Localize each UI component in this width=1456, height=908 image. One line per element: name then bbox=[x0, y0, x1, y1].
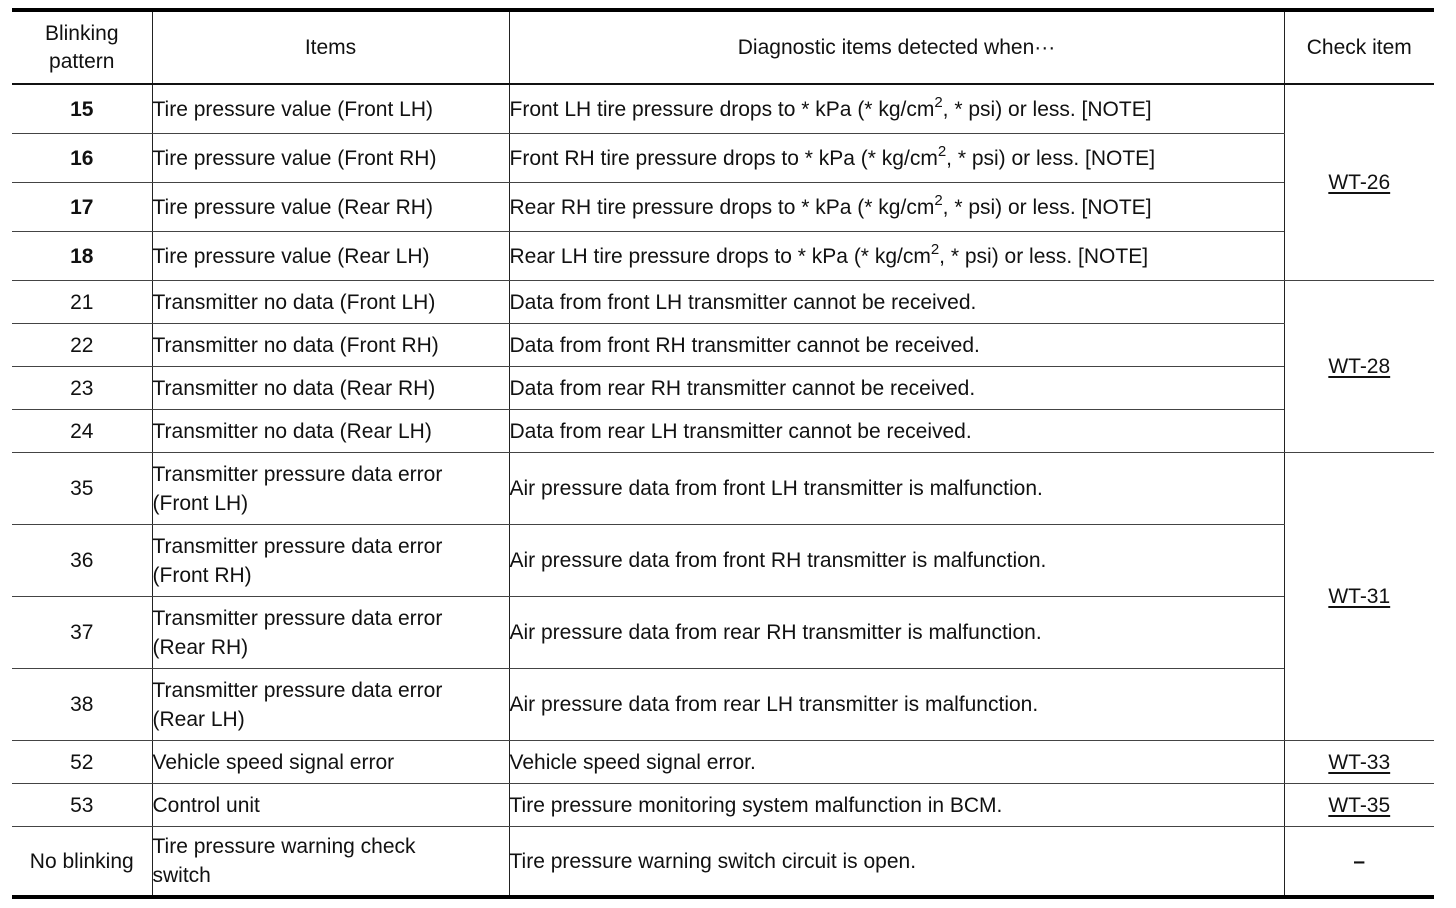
description-text: , * psi) or less. [NOTE] bbox=[946, 146, 1156, 170]
table-row bbox=[12, 741, 1434, 784]
description-cell: Data from rear LH transmitter cannot be received. bbox=[509, 410, 1284, 453]
header-diagnostic: Diagnostic items detected when··· bbox=[509, 10, 1284, 84]
table-row bbox=[12, 324, 1434, 367]
description-text: Rear RH tire pressure drops to * kPa (* kg/cm bbox=[509, 195, 935, 219]
item-cell: Transmitter no data (Rear RH) bbox=[152, 367, 509, 410]
header-pattern-line1: Blinking bbox=[44, 21, 119, 45]
item-cell: Transmitter no data (Front LH) bbox=[152, 281, 509, 324]
description-text: , * psi) or less. [NOTE] bbox=[942, 97, 1152, 121]
blinking-pattern-cell: 37 bbox=[12, 597, 152, 669]
blinking-pattern-cell: 38 bbox=[12, 669, 152, 741]
table-row bbox=[12, 827, 1434, 898]
item-line: switch bbox=[152, 864, 211, 887]
item-cell: Transmitter no data (Front RH) bbox=[152, 324, 509, 367]
description-text: Front LH tire pressure drops to * kPa (* kg/cm bbox=[509, 97, 935, 121]
description-cell bbox=[509, 183, 1284, 232]
table-row bbox=[12, 84, 1434, 134]
header-items: Items bbox=[152, 10, 509, 84]
table-row bbox=[12, 134, 1434, 183]
blinking-pattern-cell: 53 bbox=[12, 784, 152, 827]
blinking-pattern-cell: No blinking bbox=[12, 827, 152, 898]
item-cell: Transmitter no data (Rear LH) bbox=[152, 410, 509, 453]
item-line: (Front LH) bbox=[152, 491, 249, 515]
item-line: Transmitter pressure data error bbox=[152, 534, 443, 558]
table-row bbox=[12, 281, 1434, 324]
table-row bbox=[12, 525, 1434, 597]
description-cell: Air pressure data from rear RH transmitter is malfunction. bbox=[509, 597, 1284, 669]
item-cell bbox=[152, 453, 509, 525]
item-cell: Control unit bbox=[152, 784, 509, 827]
item-cell: Tire pressure value (Front RH) bbox=[152, 134, 509, 183]
description-cell: Air pressure data from front RH transmitter is malfunction. bbox=[509, 525, 1284, 597]
table-row bbox=[12, 183, 1434, 232]
item-cell: Tire pressure value (Rear LH) bbox=[152, 232, 509, 281]
check-item-cell bbox=[1284, 827, 1434, 898]
item-line: (Front RH) bbox=[152, 563, 252, 587]
item-cell bbox=[152, 827, 509, 898]
header-check-item: Check item bbox=[1284, 10, 1434, 84]
description-cell: Air pressure data from front LH transmitter is malfunction. bbox=[509, 453, 1284, 525]
blinking-pattern-cell: 22 bbox=[12, 324, 152, 367]
superscript: 2 bbox=[934, 191, 943, 209]
item-cell: Tire pressure value (Front LH) bbox=[152, 84, 509, 134]
item-line: Transmitter pressure data error bbox=[152, 678, 443, 702]
blinking-pattern-cell: 15 bbox=[12, 84, 152, 134]
check-item-link-wt-28[interactable]: WT-28 bbox=[1328, 355, 1391, 378]
blinking-pattern-cell: 36 bbox=[12, 525, 152, 597]
superscript: 2 bbox=[930, 240, 940, 258]
item-cell bbox=[152, 597, 509, 669]
item-cell bbox=[152, 669, 509, 741]
header-blinking-pattern bbox=[12, 10, 152, 84]
description-cell: Tire pressure monitoring system malfunction in BCM. bbox=[509, 784, 1284, 827]
table-row bbox=[12, 597, 1434, 669]
diagnostic-table bbox=[12, 8, 1434, 899]
item-cell: Tire pressure value (Rear RH) bbox=[152, 183, 509, 232]
description-cell: Air pressure data from rear LH transmitter is malfunction. bbox=[509, 669, 1284, 741]
table-row bbox=[12, 669, 1434, 741]
check-item-link-wt-35[interactable]: WT-35 bbox=[1328, 793, 1391, 817]
blinking-pattern-cell: 17 bbox=[12, 183, 152, 232]
check-item-cell bbox=[1284, 784, 1434, 827]
check-item-cell bbox=[1284, 741, 1434, 784]
description-text: Rear LH tire pressure drops to * kPa (* kg/cm bbox=[509, 244, 931, 268]
blinking-pattern-cell: 16 bbox=[12, 134, 152, 183]
table-row bbox=[12, 367, 1434, 410]
blinking-pattern-cell: 23 bbox=[12, 367, 152, 410]
description-text: , * psi) or less. [NOTE] bbox=[939, 244, 1149, 268]
description-text: Front RH tire pressure drops to * kPa (* kg/cm bbox=[509, 146, 938, 170]
description-cell bbox=[509, 232, 1284, 281]
check-item-cell bbox=[1284, 281, 1434, 453]
item-line: Tire pressure warning check bbox=[152, 835, 416, 858]
check-item-cell bbox=[1284, 453, 1434, 741]
blinking-pattern-cell: 21 bbox=[12, 281, 152, 324]
table-row bbox=[12, 784, 1434, 827]
superscript: 2 bbox=[937, 142, 947, 160]
table-row bbox=[12, 232, 1434, 281]
blinking-pattern-cell: 24 bbox=[12, 410, 152, 453]
description-cell: Tire pressure warning switch circuit is open. bbox=[509, 827, 1284, 898]
table-row bbox=[12, 410, 1434, 453]
item-line: (Rear RH) bbox=[152, 635, 249, 659]
description-cell bbox=[509, 134, 1284, 183]
no-check-item-dash: – bbox=[1353, 849, 1366, 873]
blinking-pattern-cell: 52 bbox=[12, 741, 152, 784]
check-item-link-wt-33[interactable]: WT-33 bbox=[1328, 750, 1391, 774]
blinking-pattern-cell: 18 bbox=[12, 232, 152, 281]
header-pattern-line2: pattern bbox=[49, 49, 115, 73]
item-line: (Rear LH) bbox=[152, 707, 245, 731]
table-row bbox=[12, 453, 1434, 525]
item-line: Transmitter pressure data error bbox=[152, 462, 443, 486]
superscript: 2 bbox=[934, 93, 943, 111]
description-cell bbox=[509, 84, 1284, 134]
description-cell: Vehicle speed signal error. bbox=[509, 741, 1284, 784]
item-cell: Vehicle speed signal error bbox=[152, 741, 509, 784]
description-cell: Data from front LH transmitter cannot be received. bbox=[509, 281, 1284, 324]
blinking-pattern-cell: 35 bbox=[12, 453, 152, 525]
check-item-link-wt-31[interactable]: WT-31 bbox=[1328, 585, 1391, 608]
description-text: , * psi) or less. [NOTE] bbox=[942, 195, 1152, 219]
item-cell bbox=[152, 525, 509, 597]
check-item-cell bbox=[1284, 84, 1434, 281]
description-cell: Data from front RH transmitter cannot be received. bbox=[509, 324, 1284, 367]
description-cell: Data from rear RH transmitter cannot be received. bbox=[509, 367, 1284, 410]
table-header-row bbox=[12, 10, 1434, 84]
item-line: Transmitter pressure data error bbox=[152, 606, 443, 630]
check-item-link-wt-26[interactable]: WT-26 bbox=[1328, 171, 1391, 194]
